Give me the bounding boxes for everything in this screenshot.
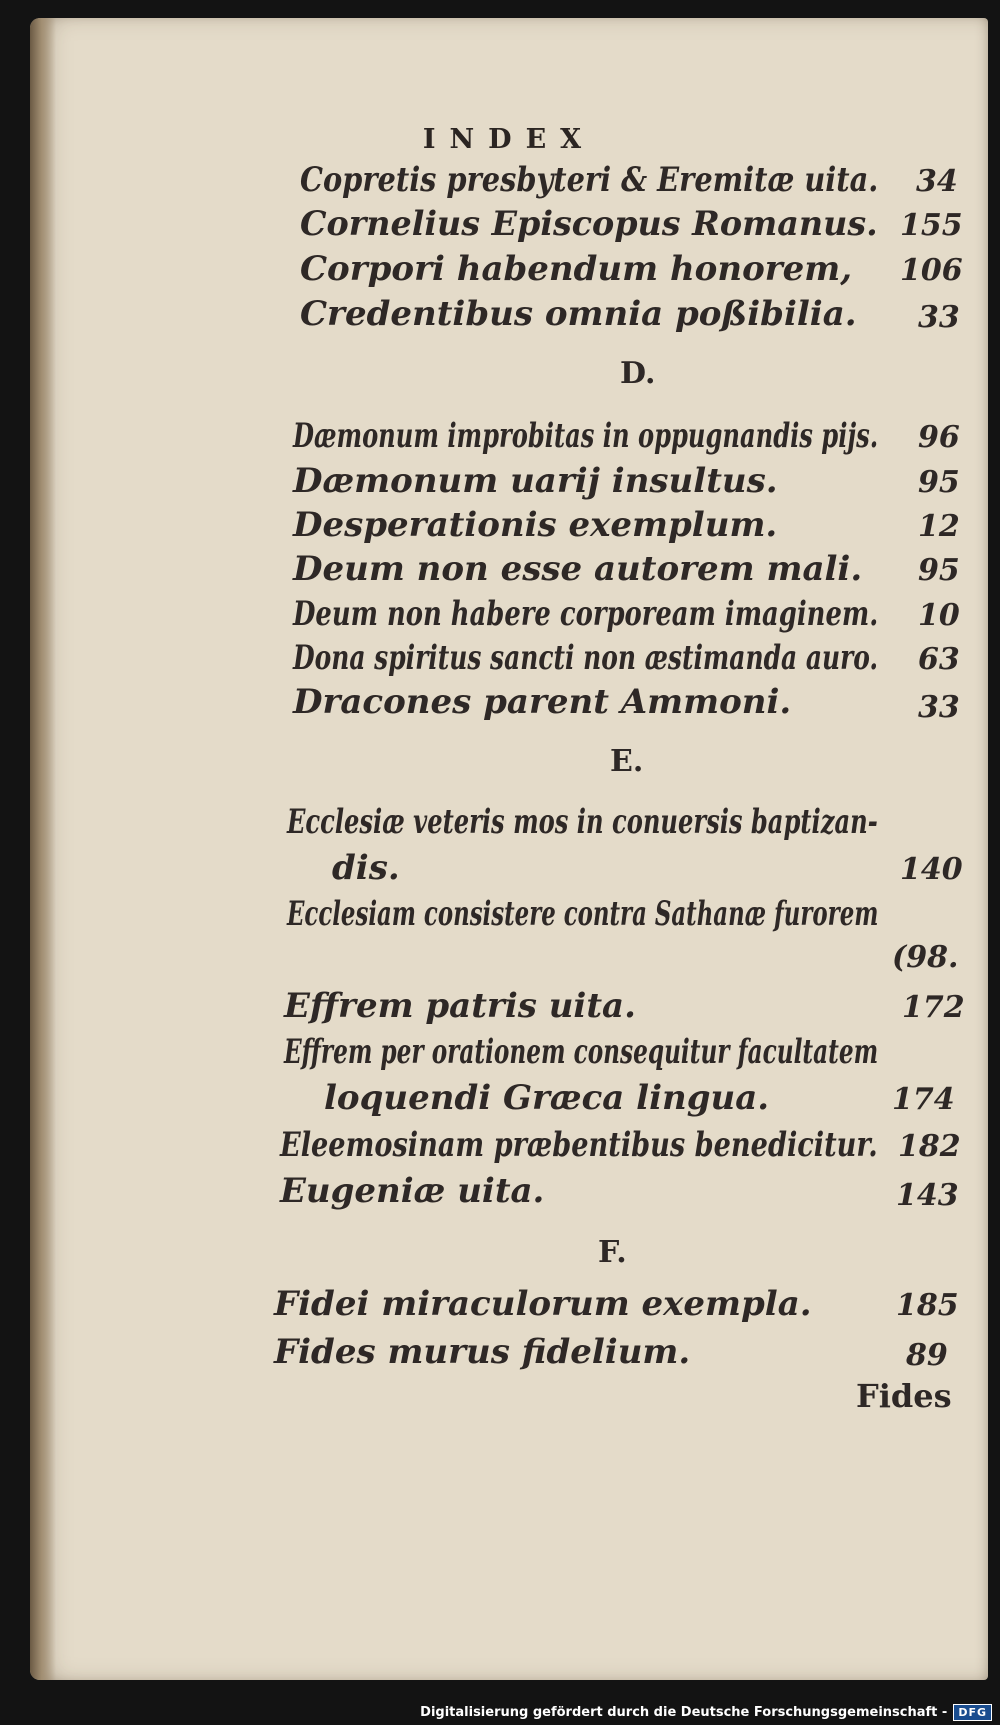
- index-entry-continuation: loquendi Græca lingua.: [324, 1078, 770, 1118]
- section-letter-d: D.: [620, 356, 656, 391]
- index-entry: Ecclesiam consistere contra Sathanæ furorem: [287, 894, 879, 934]
- page-number: 10: [918, 598, 960, 633]
- section-letter-f: F.: [598, 1235, 627, 1270]
- index-entry: Dona spiritus sancti non æstimanda auro.: [293, 638, 879, 678]
- index-entry: Credentibus omnia poßibilia.: [300, 294, 857, 334]
- index-entry-continuation: dis.: [332, 848, 400, 888]
- page-number: 143: [896, 1178, 959, 1213]
- index-entry: Eugeniæ uita.: [280, 1171, 545, 1211]
- page-number: 34: [916, 164, 958, 199]
- page-number: 182: [898, 1129, 961, 1164]
- index-entry: Cornelius Episcopus Romanus.: [300, 204, 878, 244]
- index-entry: Corpori habendum honorem,: [300, 249, 853, 289]
- index-entry: Dæmonum improbitas in oppugnandis pijs.: [293, 416, 879, 456]
- index-entry: Ecclesiæ veteris mos in conuersis baptizan-: [287, 802, 878, 842]
- index-entry: Dæmonum uarij insultus.: [293, 461, 778, 501]
- page-number: 96: [918, 420, 960, 455]
- index-entry: Copretis presbyteri & Eremitæ uita.: [300, 160, 879, 200]
- section-letter-e: E.: [610, 744, 644, 779]
- page-number: 155: [900, 208, 963, 243]
- page-number: 95: [918, 553, 960, 588]
- page-number: 185: [896, 1288, 959, 1323]
- index-entry: Desperationis exemplum.: [293, 505, 778, 545]
- index-entry: Dracones parent Ammoni.: [293, 682, 792, 722]
- catchword: Fides: [856, 1377, 952, 1415]
- page-number: 63: [918, 642, 960, 677]
- index-entry: Deum non habere corpoream imaginem.: [293, 594, 879, 634]
- index-entry: Effrem patris uita.: [284, 986, 636, 1026]
- page-number: 33: [918, 300, 960, 335]
- page-binding-shadow: [30, 18, 56, 1680]
- index-entry: Eleemosinam præbentibus benedicitur.: [280, 1125, 878, 1165]
- index-entry: Effrem per orationem consequitur facultatem: [284, 1032, 879, 1072]
- page-number: (98.: [892, 940, 959, 975]
- index-entry: Fides murus fidelium.: [274, 1332, 691, 1372]
- dfg-logo: DFG: [953, 1704, 992, 1721]
- page-number: 174: [892, 1082, 955, 1117]
- page-number: 89: [906, 1338, 948, 1373]
- page-number: 33: [918, 690, 960, 725]
- page-number: 172: [902, 990, 965, 1025]
- book-page: [30, 18, 988, 1680]
- index-entry: Deum non esse autorem mali.: [293, 549, 863, 589]
- running-head: INDEX: [422, 124, 596, 155]
- page-number: 140: [900, 852, 963, 887]
- footer-text: Digitalisierung gefördert durch die Deutsche Forschungsgemeinschaft -: [420, 1705, 948, 1720]
- digitization-footer: [420, 1704, 992, 1721]
- page-number: 12: [918, 509, 960, 544]
- page-number: 95: [918, 465, 960, 500]
- index-entry: Fidei miraculorum exempla.: [274, 1284, 812, 1324]
- page-number: 106: [900, 253, 963, 288]
